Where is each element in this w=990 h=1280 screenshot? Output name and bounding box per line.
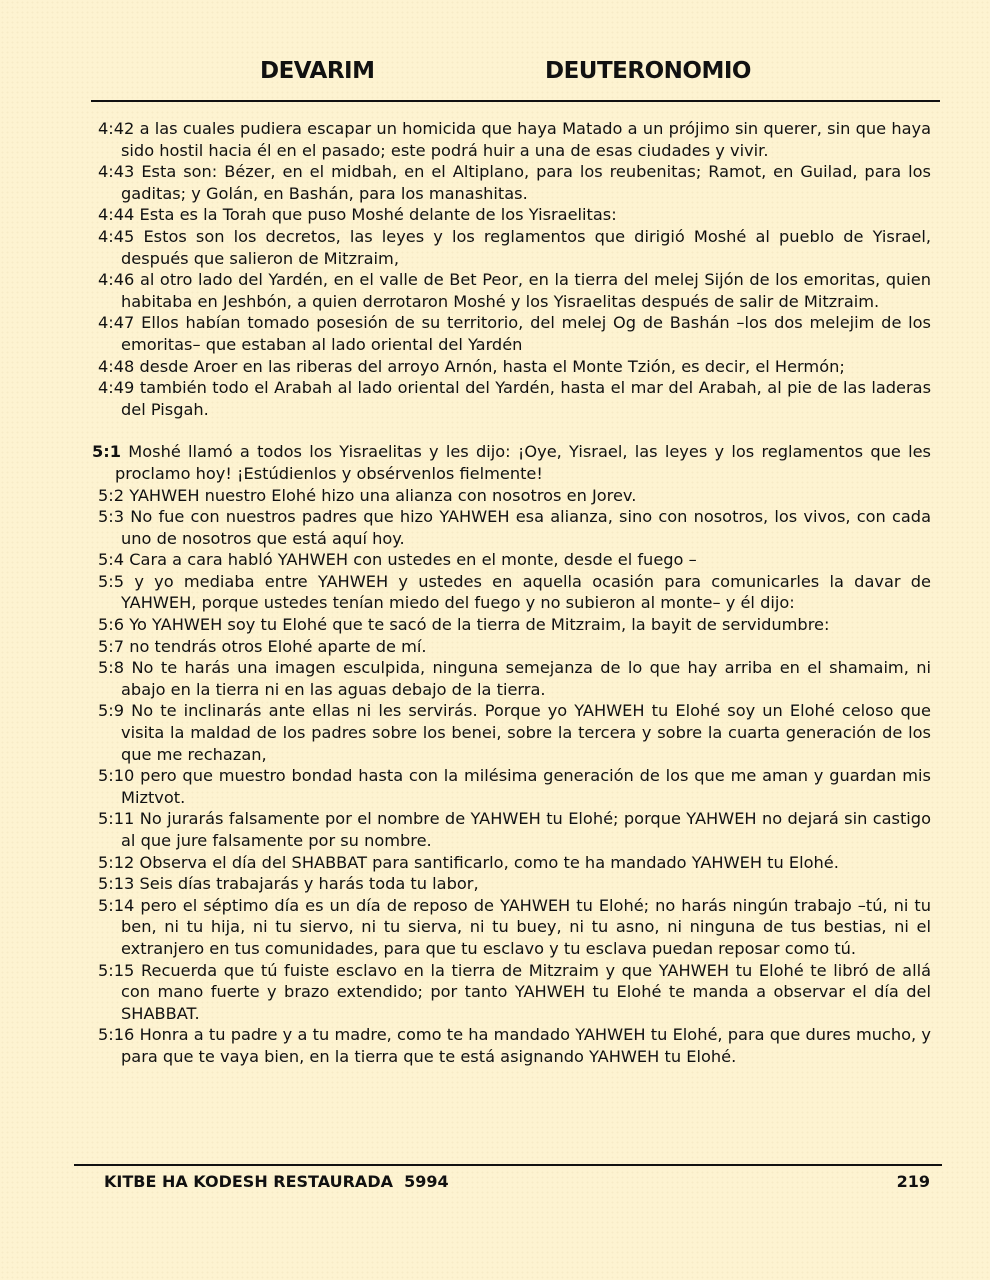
verse-5-7: 5:7 no tendrás otros Elohé aparte de mí. [98, 636, 427, 656]
footer-rule [74, 1164, 942, 1166]
header-rule [91, 100, 940, 102]
verse-4-47: 4:47 Ellos habían tomado posesión de su territorio, del melej Og de Bashán –los dos melejim de los emoritas– que estaban al lado oriental del Yardén [98, 313, 931, 354]
book-title-spanish: DEUTERONOMIO [545, 58, 751, 84]
verse-5-6: 5:6 Yo YAHWEH soy tu Elohé que te sacó de la tierra de Mitzraim, la bayit de servidumbre: [98, 615, 830, 635]
verse-5-1: 5:1 Moshé llamó a todos los Yisraelitas y les dijo: ¡Oye, Yisrael, las leyes y los reglamentos que les proclamo hoy! ¡Estúdienlos y obsérvenlos fielmente! [92, 442, 931, 483]
verse-5-8: 5:8 No te harás una imagen esculpida, ninguna semejanza de lo que hay arriba en el shamaim, ni abajo en la tierra ni en las aguas debajo de la tierra. [98, 658, 931, 699]
verse-5-14: 5:14 pero el séptimo día es un día de reposo de YAHWEH tu Elohé; no harás ningún trabajo –tú, ni tu ben, ni tu hija, ni tu siervo, ni tu sierva, ni tu buey, ni tu asno, ni ninguna de tus bestias, ni el extranjero en tus comunidades, para que tu esclavo y tu esclava puedan reposar como tú. [98, 895, 931, 958]
verse-4-46: 4:46 al otro lado del Yardén, en el valle de Bet Peor, en la tierra del melej Sijón de los emoritas, quien habitaba en Jeshbón, a quien derrotaron Moshé y los Yisraelitas después de salir de Mitzraim. [98, 270, 931, 311]
footer-edition: KITBE HA KODESH RESTAURADA 5994 [104, 1172, 449, 1191]
verse-4-43: 4:43 Esta son: Bézer, en el midbah, en el Altiplano, para los reubenitas; Ramot, en Guilad, para los gaditas; y Golán, en Bashán, para los manashitas. [98, 162, 931, 203]
page-footer [104, 1172, 930, 1191]
page-header [0, 58, 990, 88]
verse-5-10: 5:10 pero que muestro bondad hasta con la milésima generación de los que me aman y guardan mis Miztvot. [98, 766, 931, 807]
verse-4-44: 4:44 Esta es la Torah que puso Moshé delante de los Yisraelitas: [98, 205, 617, 225]
verse-5-13: 5:13 Seis días trabajarás y harás toda tu labor, [98, 874, 479, 894]
verse-4-45: 4:45 Estos son los decretos, las leyes y los reglamentos que dirigió Moshé al pueblo de Yisrael, después que salieron de Mitzraim, [98, 226, 931, 268]
verse-5-4: 5:4 Cara a cara habló YAHWEH con ustedes en el monte, desde el fuego – [98, 550, 697, 570]
verse-5-5: 5:5 y yo mediaba entre YAHWEH y ustedes en aquella ocasión para comunicarles la davar de YAHWEH, porque ustedes tenían miedo del fuego y no subieron al monte– y él dijo: [98, 571, 932, 613]
verse-5-11: 5:11 No jurarás falsamente por el nombre de YAHWEH tu Elohé; porque YAHWEH no dejará sin castigo al que jure falsamente por su nombre. [98, 809, 931, 850]
verse-4-42: 4:42 a las cuales pudiera escapar un homicida que haya Matado a un prójimo sin querer, sin que haya sido hostil hacia él en el pasado; este podrá huir a una de esas ciudades y vivir. [98, 119, 931, 160]
verse-5-16: 5:16 Honra a tu padre y a tu madre, como te ha mandado YAHWEH tu Elohé, para que dures mucho, y para que te vaya bien, en la tierra que te está asignando YAHWEH tu Elohé. [98, 1025, 931, 1066]
verse-5-2: 5:2 YAHWEH nuestro Elohé hizo una alianza con nosotros en Jorev. [98, 485, 637, 505]
verse-5-15: 5:15 Recuerda que tú fuiste esclavo en la tierra de Mitzraim y que YAHWEH tu Elohé te libró de allá con mano fuerte y brazo extendido; por tanto YAHWEH tu Elohé te manda a observar el día del SHABBAT. [98, 960, 931, 1023]
page-body [92, 118, 932, 1068]
book-title-hebrew: DEVARIM [260, 58, 375, 84]
verse-4-48: 4:48 desde Aroer en las riberas del arroyo Arnón, hasta el Monte Tzión, es decir, el Hermón; [98, 356, 845, 376]
verse-5-9: 5:9 No te inclinarás ante ellas ni les servirás. Porque yo YAHWEH tu Elohé soy un Elohé celoso que visita la maldad de los padres sobre los benei, sobre la tercera y sobre la cuarta generación de los que me rechazan, [98, 701, 931, 764]
verse-4-49: 4:49 también todo el Arabah al lado oriental del Yardén, hasta el mar del Arabah, al pie de las laderas del Pisgah. [98, 378, 931, 419]
verse-5-12: 5:12 Observa el día del SHABBAT para santificarlo, como te ha mandado YAHWEH tu Elohé. [98, 852, 839, 872]
verse-5-3: 5:3 No fue con nuestros padres que hizo YAHWEH esa alianza, sino con nosotros, los vivos, con cada uno de nosotros que está aquí hoy. [98, 507, 931, 548]
page-number: 219 [896, 1172, 930, 1191]
